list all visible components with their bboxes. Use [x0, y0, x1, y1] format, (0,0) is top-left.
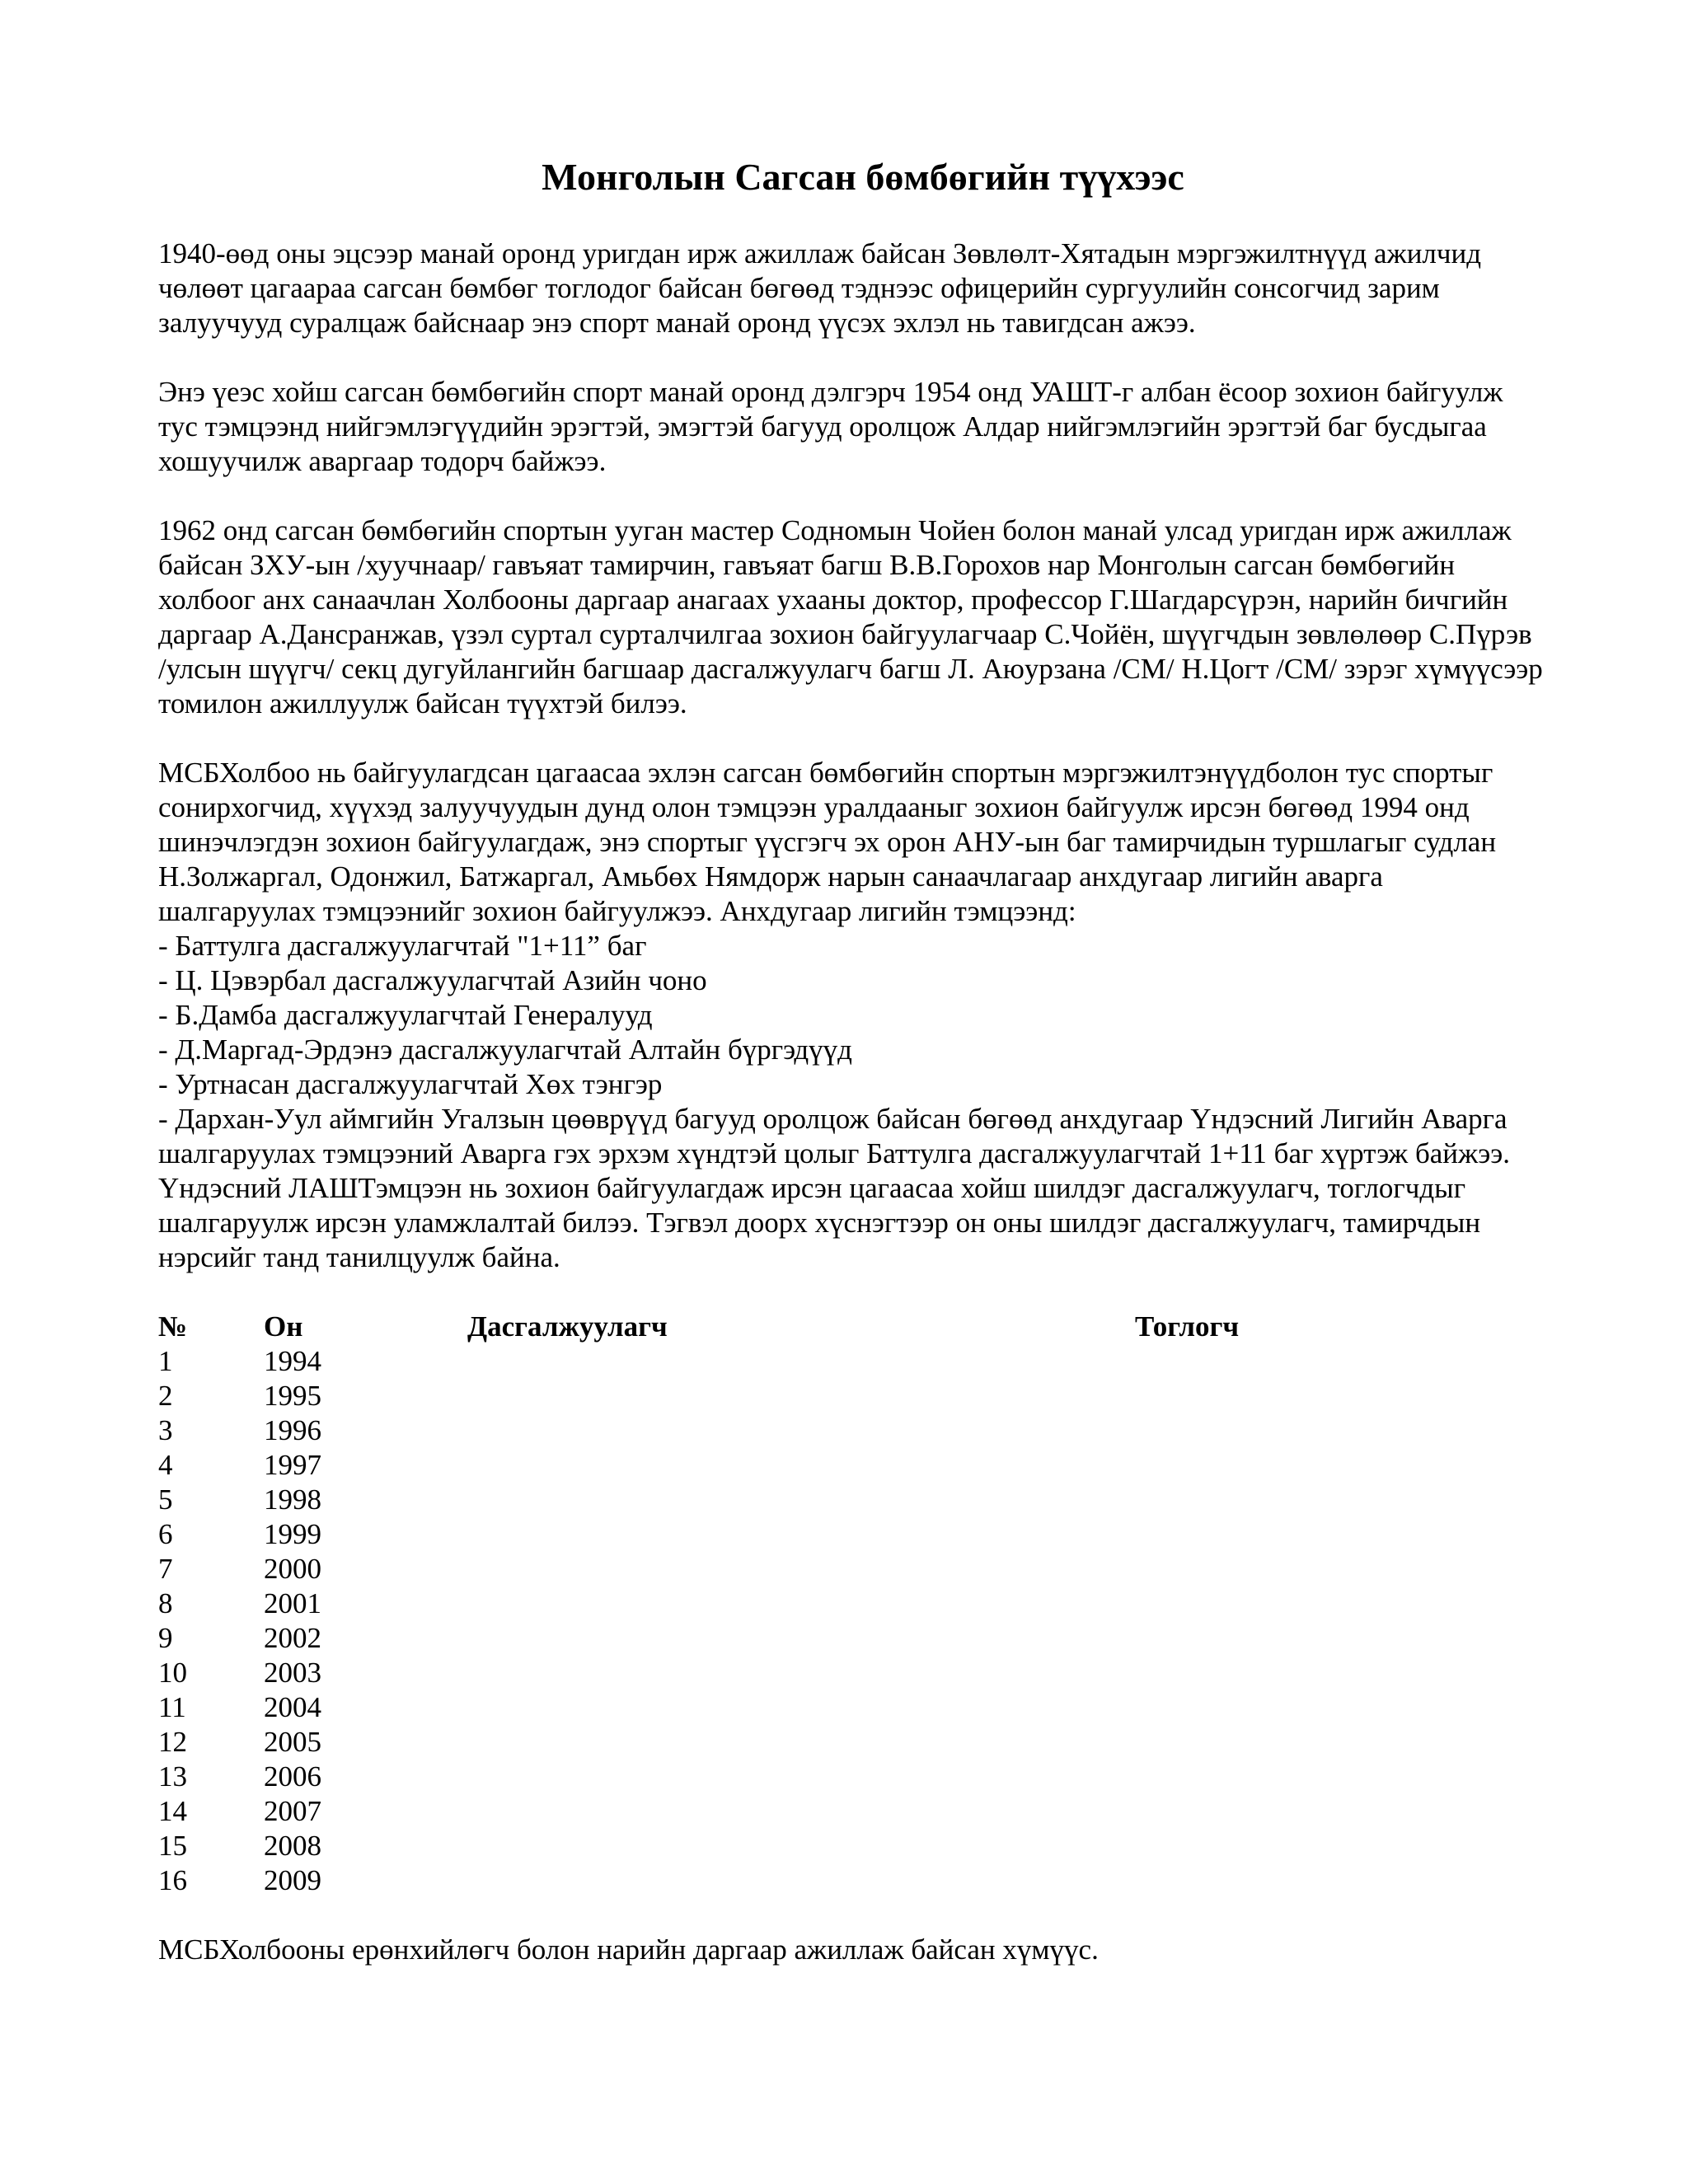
table-row: [158, 1760, 1543, 1794]
row-year: 2009: [264, 1864, 321, 1896]
row-number: 10: [158, 1657, 187, 1689]
row-number: 8: [158, 1587, 173, 1619]
row-year: 2006: [264, 1760, 321, 1793]
row-year: 2008: [264, 1830, 321, 1862]
table-row: [158, 1725, 1543, 1760]
row-number: 16: [158, 1864, 187, 1896]
team-list-item: - Д.Маргад-Эрдэнэ дасгалжуулагчтай Алтайн бүргэдүүд: [158, 1033, 852, 1066]
table-row: [158, 1656, 1543, 1690]
row-year: 1996: [264, 1414, 321, 1446]
table-row: [158, 1552, 1543, 1586]
team-list-item: - Баттулга дасгалжуулагчтай "1+11” баг: [158, 930, 647, 962]
table-header-row: [158, 1310, 1543, 1344]
row-number: 14: [158, 1795, 187, 1827]
row-number: 11: [158, 1691, 186, 1723]
row-number: 12: [158, 1726, 187, 1758]
paragraph-1: 1940-өөд оны эцсээр манай оронд уригдан ирж ажиллаж байсан Зөвлөлт-Хятадын мэргэжилтнүүд ажилчид чөлөөт цагаараа сагсан бөмбөг тоглодог байсан бөгөөд тэднээс офицерийн сургуулийн сонсогчид зарим залуучууд суралцаж байснаар энэ спорт манай оронд үүсэх эхлэл нь тавигдсан ажээ.: [158, 237, 1482, 339]
row-year: 1995: [264, 1380, 321, 1412]
table-row: [158, 1690, 1543, 1725]
row-number: 13: [158, 1760, 187, 1793]
row-year: 1999: [264, 1518, 321, 1550]
awards-table: [158, 1310, 1543, 1898]
table-row: [158, 1483, 1543, 1517]
team-list-item: - Ц. Цэвэрбал дасгалжуулагчтай Азийн чоно: [158, 964, 707, 996]
row-number: 4: [158, 1449, 173, 1481]
table-row: [158, 1413, 1543, 1448]
row-year: 2000: [264, 1553, 321, 1585]
row-year: 1997: [264, 1449, 321, 1481]
table-row: [158, 1517, 1543, 1552]
paragraph-2: Энэ үеэс хойш сагсан бөмбөгийн спорт манай оронд дэлгэрч 1954 онд УАШТ-г албан ёсоор зохион байгуулж тус тэмцээнд нийгэмлэгүүдийн эрэгтэй, эмэгтэй багууд оролцож Алдар нийгэмлэгийн эрэгтэй баг бусдыгаа хошуучилж аваргаар тодорч байжээ.: [158, 376, 1503, 477]
table-row: [158, 1794, 1543, 1829]
row-year: 2005: [264, 1726, 321, 1758]
row-year: 2001: [264, 1587, 321, 1619]
row-year: 1998: [264, 1483, 321, 1516]
page-title: Монголын Сагсан бөмбөгийн түүхээс: [542, 156, 1184, 198]
table-row: [158, 1621, 1543, 1656]
row-number: 1: [158, 1345, 173, 1377]
table-row: [158, 1344, 1543, 1379]
row-year: 2007: [264, 1795, 321, 1827]
header-year: Он: [264, 1310, 303, 1343]
paragraph-4-closing: - Дархан-Уул аймгийн Угалзын цөөврүүд багууд оролцож байсан бөгөөд анхдугаар Үндэсний Лигийн Аварга шалгаруулах тэмцээний Аварга гэх эрхэм хүндтэй цолыг Баттулга дасгалжуулагчтай 1+11 баг хүртэж байжээ. Үндэсний ЛАШТэмцээн нь зохион байгуулагдаж ирсэн цагаасаа хойш шилдэг дасгалжуулагч, тоглогчдыг шалгаруулж ирсэн уламжлалтай билээ. Тэгвэл доорх хүснэгтээр он оны шилдэг дасгалжуулагч, тамирчдын нэрсийг танд танилцуулж байна.: [158, 1103, 1511, 1273]
row-year: 1994: [264, 1345, 321, 1377]
header-coach: Дасгалжуулагч: [467, 1310, 668, 1343]
row-number: 7: [158, 1553, 173, 1585]
team-list-item: - Уртнасан дасгалжуулагчтай Хөх тэнгэр: [158, 1068, 663, 1100]
row-number: 2: [158, 1380, 173, 1412]
table-row: [158, 1829, 1543, 1863]
paragraph-3: 1962 онд сагсан бөмбөгийн спортын ууган мастер Содномын Чойен болон манай улсад уригдан ирж ажиллаж байсан ЗХУ-ын /хуучнаар/ гавъяат тамирчин, гавъяат багш В.В.Горохов нар Монголын сагсан бөмбөгийн холбоог анх санаачлан Холбооны даргаар анагаах ухааны доктор, профессор Г.Шагдарсүрэн, нарийн бичгийн даргаар А.Дансранжав, үзэл суртал сурталчилгаа зохион байгуулагчаар С.Чойён, шүүгчдын зөвлөлөөр С.Пүрэв /улсын шүүгч/ секц дугуйлангийн багшаар дасгалжуулагч багш Л. Аюурзана /СМ/ Н.Цогт /СМ/ зэрэг хүмүүсээр томилон ажиллуулж байсан түүхтэй билээ.: [158, 514, 1543, 719]
paragraph-4: [158, 756, 1543, 1275]
header-player: Тоглогч: [1135, 1310, 1240, 1343]
table-body: [158, 1344, 1543, 1898]
team-list-item: - Б.Дамба дасгалжуулагчтай Генералууд: [158, 999, 653, 1031]
row-year: 2004: [264, 1691, 321, 1723]
table-row: [158, 1379, 1543, 1413]
row-year: 2002: [264, 1622, 321, 1654]
row-number: 3: [158, 1414, 173, 1446]
row-number: 5: [158, 1483, 173, 1516]
row-year: 2003: [264, 1657, 321, 1689]
table-row: [158, 1448, 1543, 1483]
row-number: 15: [158, 1830, 187, 1862]
header-no: №: [158, 1310, 188, 1343]
table-row: [158, 1863, 1543, 1898]
row-number: 6: [158, 1518, 173, 1550]
table-row: [158, 1586, 1543, 1621]
paragraph-4-intro: МСБХолбоо нь байгуулагдсан цагаасаа эхлэн сагсан бөмбөгийн спортын мэргэжилтэнүүдболон тус спортыг сонирхогчид, хүүхэд залуучуудын дунд олон тэмцээн уралдааныг зохион байгуулж ирсэн бөгөөд 1994 онд шинэчлэгдэн зохион байгуулагдаж, энэ спортыг үүсгэгч эх орон АНУ-ын баг тамирчидын туршлагыг судлан Н.Золжаргал, Одонжил, Батжаргал, Амьбөх Нямдорж нарын санаачлагаар анхдугаар лигийн аварга шалгаруулах тэмцээнийг зохион байгуулжээ. Анхдугаар лигийн тэмцээнд:: [158, 757, 1497, 927]
footer-paragraph: МСБХолбооны ерөнхийлөгч болон нарийн даргаар ажиллаж байсан хүмүүс.: [158, 1933, 1099, 1966]
document-page: [158, 152, 1543, 1996]
row-number: 9: [158, 1622, 173, 1654]
